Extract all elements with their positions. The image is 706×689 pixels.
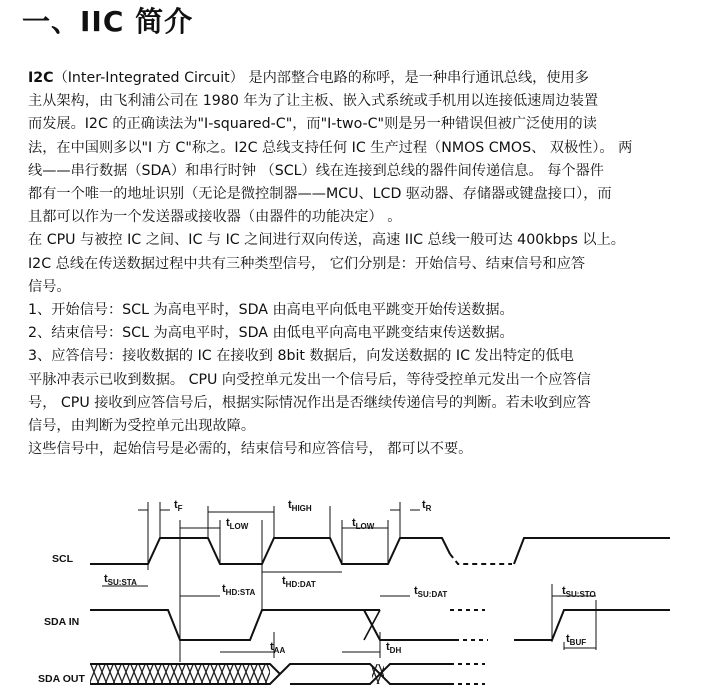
tsusto-sub: SU:STO xyxy=(565,590,596,599)
tr-base: t xyxy=(422,499,426,511)
paragraph-line: I2C 总线在传送数据过程中共有三种类型信号， 它们分别是：开始信号、结束信号和应答 xyxy=(28,255,586,272)
sda-in-end xyxy=(514,610,670,640)
tsudat-base: t xyxy=(414,585,418,597)
body-text xyxy=(28,67,692,461)
paragraph-line: 信号。 xyxy=(28,278,71,295)
sda-out-dashed xyxy=(450,664,485,684)
paragraph-line: 而发展。I2C 的正确读法为"I-squared-C"，而"I-two-C"则是另一种错误但被广泛使用的读 xyxy=(28,116,597,133)
thddat-label xyxy=(282,575,316,589)
sda-in-waveform xyxy=(90,610,455,640)
paragraph-text: （Inter-Integrated Circuit） 是内部整合电路的称呼，是一种串行通讯总线，使用多 xyxy=(53,70,589,86)
thigh-base: t xyxy=(288,499,292,511)
tdh-base: t xyxy=(386,641,390,653)
paragraph-line: 主从架构，由飞利浦公司在 1980 年为了让主板、嵌入式系统或手机用以连接低速周边装置 xyxy=(28,93,599,110)
paragraph-line: 都有一个唯一的地址识别（无论是微控制器——MCU、LCD 驱动器、存储器或键盘接口），而 xyxy=(28,186,612,203)
i2c-lead-term: I2C xyxy=(28,70,54,86)
tbuf-label xyxy=(566,633,586,647)
stop-signal-item: 2、结束信号：SCL 为高电平时，SDA 由低电平向高电平跳变结束传送数据。 xyxy=(28,325,514,342)
tsudat-label xyxy=(414,585,447,599)
sda-in-dashed xyxy=(450,610,488,640)
tsusta-sub: SU:STA xyxy=(107,578,137,587)
tsusto-base: t xyxy=(562,585,566,597)
tsusta-base: t xyxy=(104,573,108,585)
tlow2-label xyxy=(352,517,375,531)
scl-waveform-end xyxy=(514,538,670,564)
paragraph-line: 号， CPU 接收到应答信号后，根据实际情况作出是否继续传递信号的判断。若未收到应答 xyxy=(28,394,591,411)
tr-sub: R xyxy=(425,504,432,513)
start-signal-item: 1、开始信号：SCL 为高电平时，SDA 由高电平向低电平跳变开始传送数据。 xyxy=(28,302,514,319)
scl-waveform xyxy=(90,538,450,564)
sda-in-label: SDA IN xyxy=(44,616,80,628)
paragraph-line: 在 CPU 与被控 IC 之间、IC 与 IC 之间进行双向传送，高速 IIC 总线一般可达 400kbps 以上。 xyxy=(28,232,625,249)
tr-label xyxy=(422,499,432,513)
tlow1-sub: LOW xyxy=(229,522,249,531)
taa-sub: AA xyxy=(273,646,286,655)
taa-base: t xyxy=(270,641,274,653)
tsudat-sub: SU:DAT xyxy=(417,590,448,599)
sda-out-hatch-1 xyxy=(90,664,270,684)
tlow2-sub: LOW xyxy=(355,522,375,531)
section-heading: 一、IIC 简介 xyxy=(22,5,194,38)
scl-waveform-dashed xyxy=(450,554,512,564)
ack-signal-item: 3、应答信号：接收数据的 IC 在接收到 8bit 数据后，向发送数据的 IC 发出特定的低电 xyxy=(28,348,574,365)
tsusto-label xyxy=(562,585,596,599)
sda-out-label: SDA OUT xyxy=(38,673,85,685)
timing-labels xyxy=(104,499,596,655)
sda-in-cross xyxy=(364,610,380,640)
scl-label: SCL xyxy=(52,553,73,565)
thddat-base: t xyxy=(282,575,286,587)
tf-base: t xyxy=(174,499,178,511)
thdsta-base: t xyxy=(222,583,226,595)
tlow2-base: t xyxy=(352,517,356,529)
closing-line: 这些信号中，起始信号是必需的，结束信号和应答信号， 都可以不要。 xyxy=(28,441,473,458)
paragraph-line: 线——串行数据（SDA）和串行时钟 （SCL）线在连接到总线的器件间传递信息。 每个器件 xyxy=(28,162,604,179)
paragraph-line: 信号，由判断为受控单元出现故障。 xyxy=(28,418,256,435)
tbuf-sub: BUF xyxy=(569,638,587,647)
thdsta-label xyxy=(222,583,256,597)
paragraph-line: 法，在中国则多以"I 方 C"称之。I2C 总线支持任何 IC 生产过程（NMOS CMOS、 双极性）。 两 xyxy=(28,139,633,156)
tdh-sub: DH xyxy=(389,646,402,655)
thigh-label xyxy=(288,499,312,513)
taa-label xyxy=(270,641,285,655)
paragraph-line: 平脉冲表示已收到数据。 CPU 向受控单元发出一个信号后，等待受控单元发出一个应答信 xyxy=(28,371,591,388)
tf-sub: F xyxy=(177,504,183,513)
paragraph-line: 且都可以作为一个发送器或接收器（由器件的功能决定） 。 xyxy=(28,209,402,226)
thddat-sub: HD:DAT xyxy=(285,580,316,589)
tf-label xyxy=(174,499,183,513)
thigh-sub: HIGH xyxy=(291,504,312,513)
thdsta-sub: HD:STA xyxy=(225,588,256,597)
tbuf-base: t xyxy=(566,633,570,645)
tdh-label xyxy=(386,641,401,655)
tsusta-label xyxy=(104,573,137,587)
tlow1-base: t xyxy=(226,517,230,529)
paragraph-line xyxy=(28,67,692,90)
tlow1-label xyxy=(226,517,249,531)
i2c-timing-diagram xyxy=(30,492,670,688)
